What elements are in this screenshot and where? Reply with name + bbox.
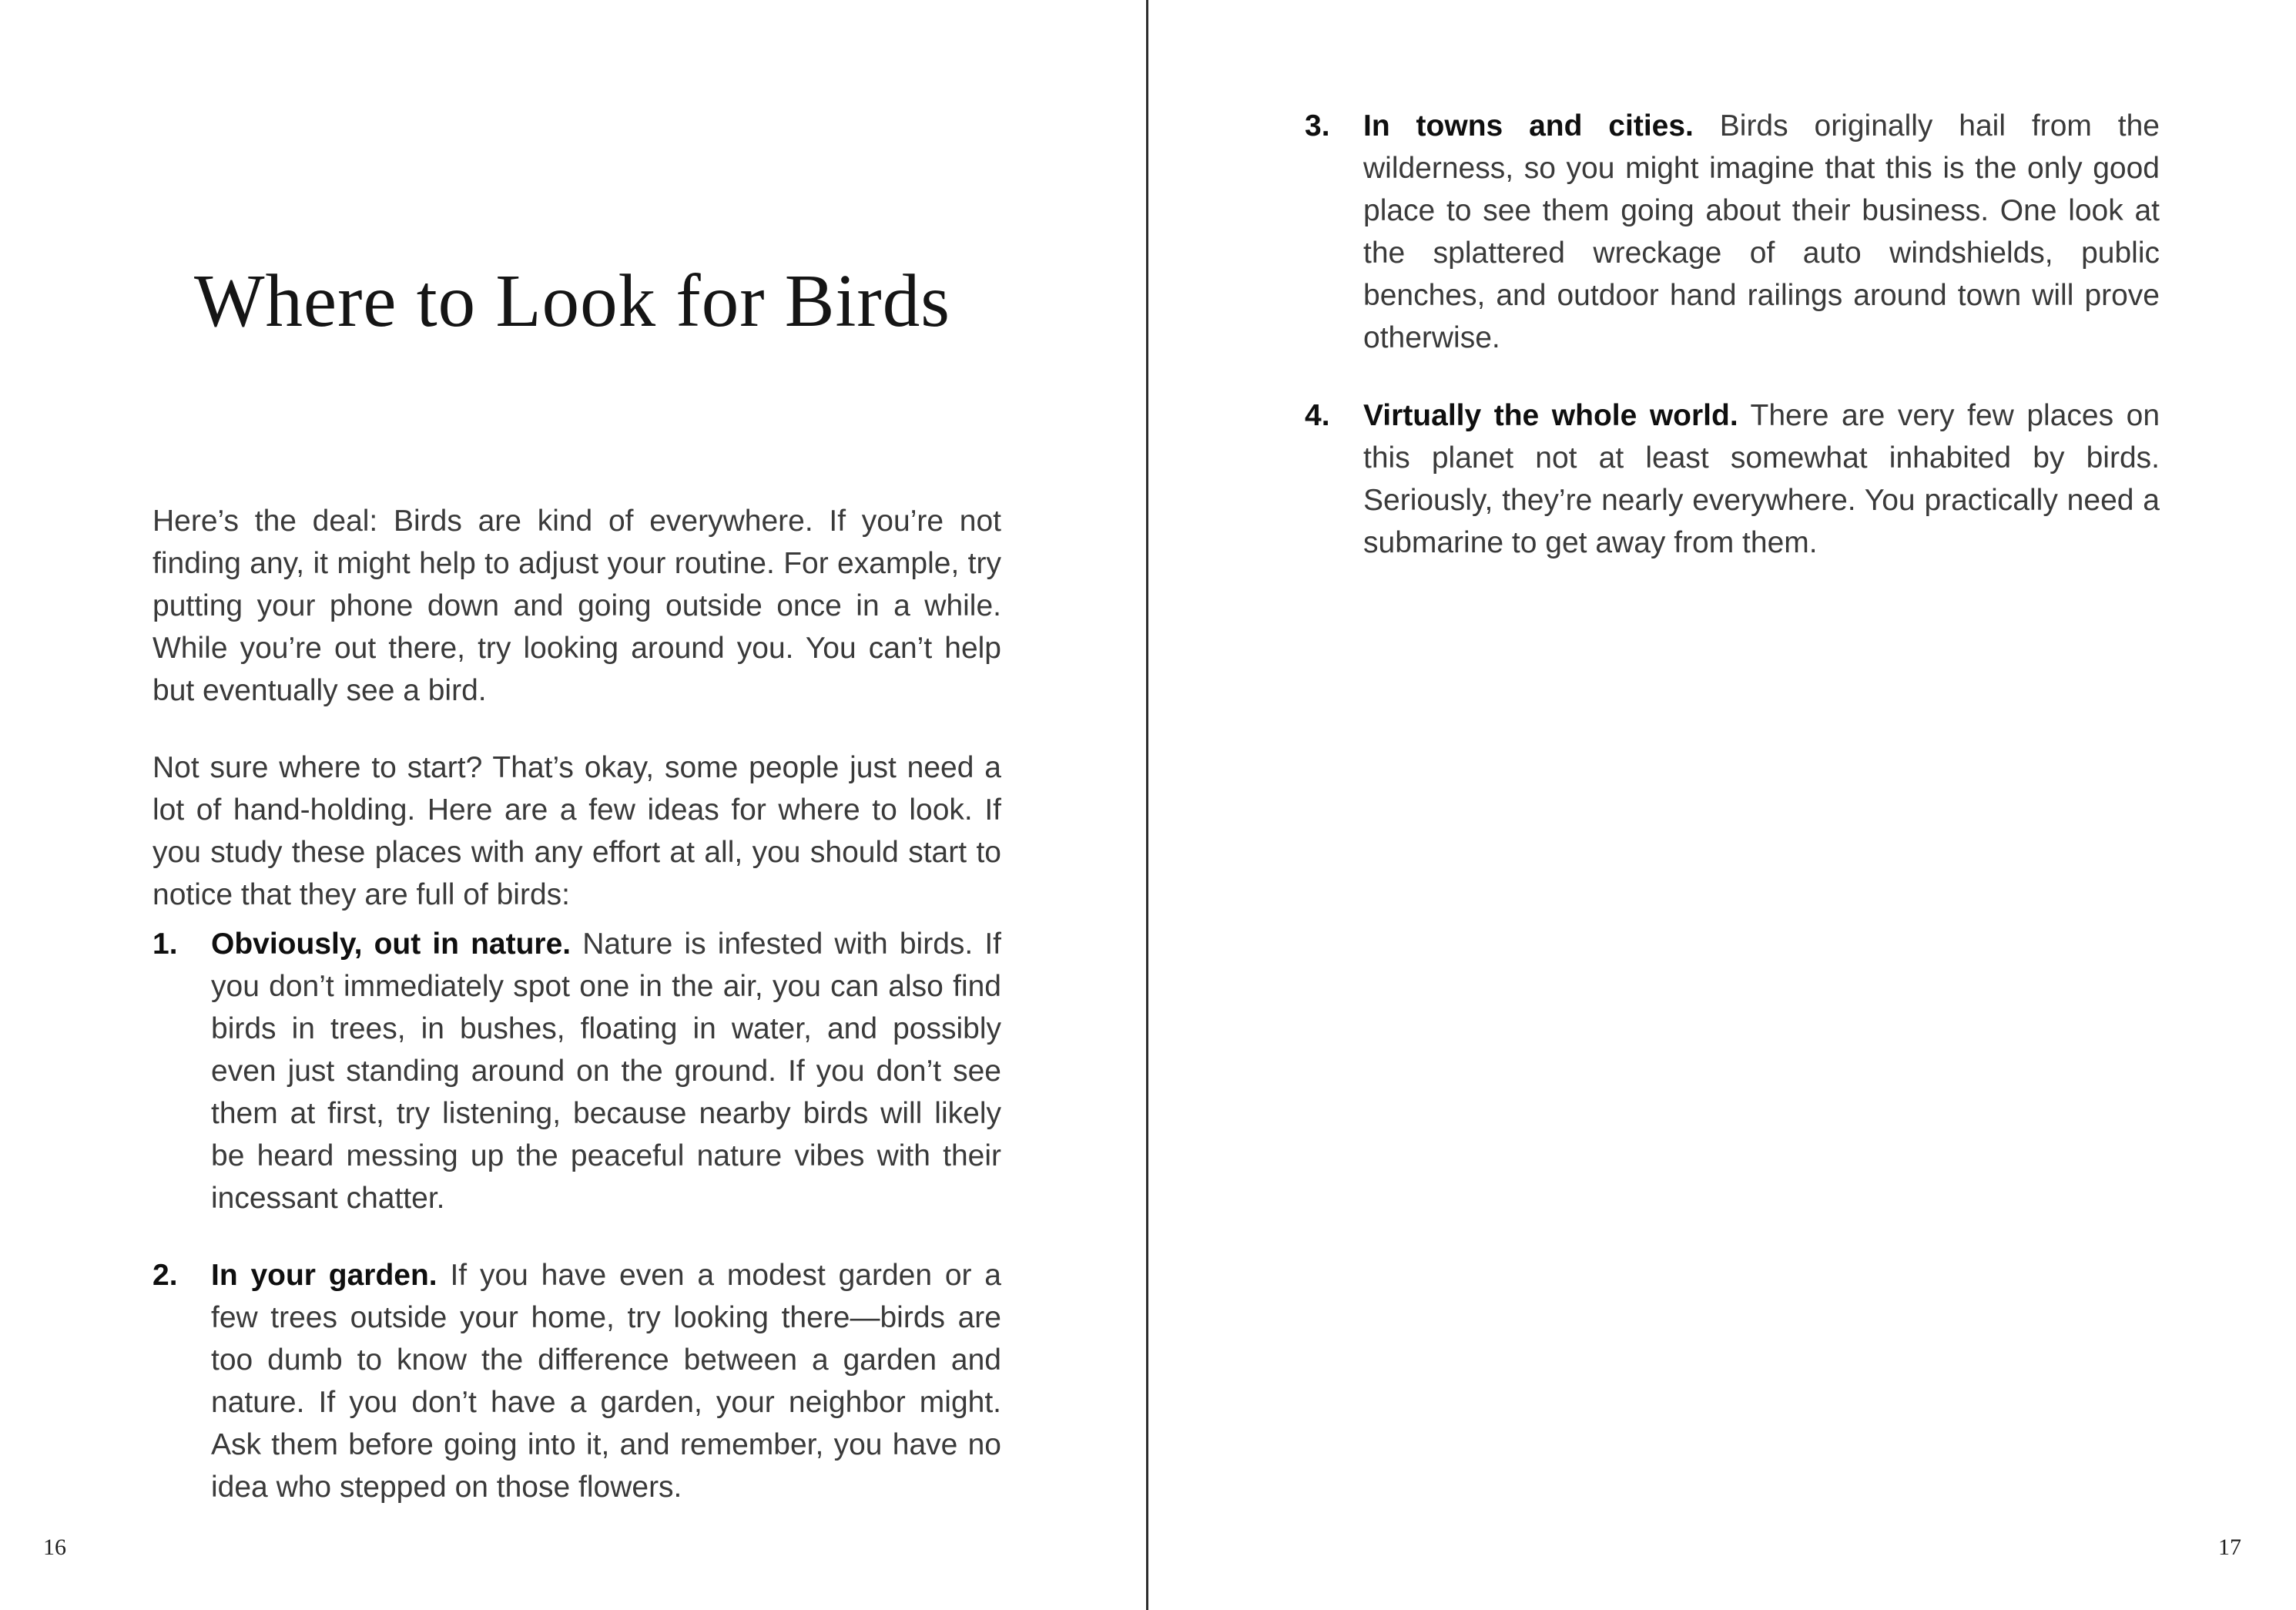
list-item-number: 4. — [1305, 399, 1330, 432]
page-number: 17 — [2218, 1535, 2241, 1560]
list-item-lead: In towns and cities. — [1363, 109, 1694, 143]
list-item-number: 2. — [153, 1259, 178, 1292]
list-item — [1305, 394, 2160, 564]
list-item-text — [1363, 394, 2160, 564]
second-paragraph: Not sure where to start? That’s okay, some people just need a lot of hand-holding. Here are a few ideas for where to look. If you study these places with any effort at all, you should start to notice that they are full of birds: — [153, 751, 1001, 911]
intro-paragraph: Here’s the deal: Birds are kind of everywhere. If you’re not finding any, it might help to adjust your routine. For example, try putting your phone down and going outside once in a while. While you’re out there, try looking around you. You can’t help but eventually see a bird. — [153, 505, 1001, 707]
page-divider — [1146, 0, 1148, 1610]
list-item-text — [1363, 105, 2160, 359]
page-number: 16 — [43, 1535, 66, 1560]
list-item-lead: Virtually the whole world. — [1363, 399, 1738, 432]
list-item-number: 1. — [153, 927, 178, 961]
list-item-lead: In your garden. — [211, 1259, 437, 1292]
list-item-body: If you have even a modest garden or a few trees outside your home, try looking there—birds are too dumb to know the difference between a garden and nature. If you don’t have a garden, your neighbor might. Ask them before going into it, and remember, you have no idea who stepped on those flowers. — [211, 1259, 1002, 1504]
list-item — [153, 1254, 1001, 1508]
list-item-body: There are very few places on this planet not at least somewhat inhabited by birds. Seriously, they’re nearly everywhere. You practically need a submarine to get away from them. — [1363, 399, 2160, 559]
list-item — [1305, 105, 2160, 359]
list-item-body: Nature is infested with birds. If you don’t immediately spot one in the air, you can also find birds in trees, in bushes, floating in water, and possibly even just standing around on the ground. If you don’t see them at first, try listening, because nearby birds will likely be heard messing up the peaceful nature vibes with their incessant chatter. — [211, 927, 1001, 1215]
list-item-text — [211, 923, 1001, 1219]
list-item-number: 3. — [1305, 109, 1330, 143]
page-title: Where to Look for Birds — [194, 260, 950, 342]
list-item-lead: Obviously, out in nature. — [211, 927, 571, 961]
list-item-body: Birds originally hail from the wilderness, so you might imagine that this is the only good place to see them going about their business. One look at the splattered wreckage of auto windshields, public benches, and outdoor hand railings around town will prove otherwise. — [1363, 109, 2160, 354]
list-item-text — [211, 1254, 1001, 1508]
list-item — [153, 923, 1001, 1219]
